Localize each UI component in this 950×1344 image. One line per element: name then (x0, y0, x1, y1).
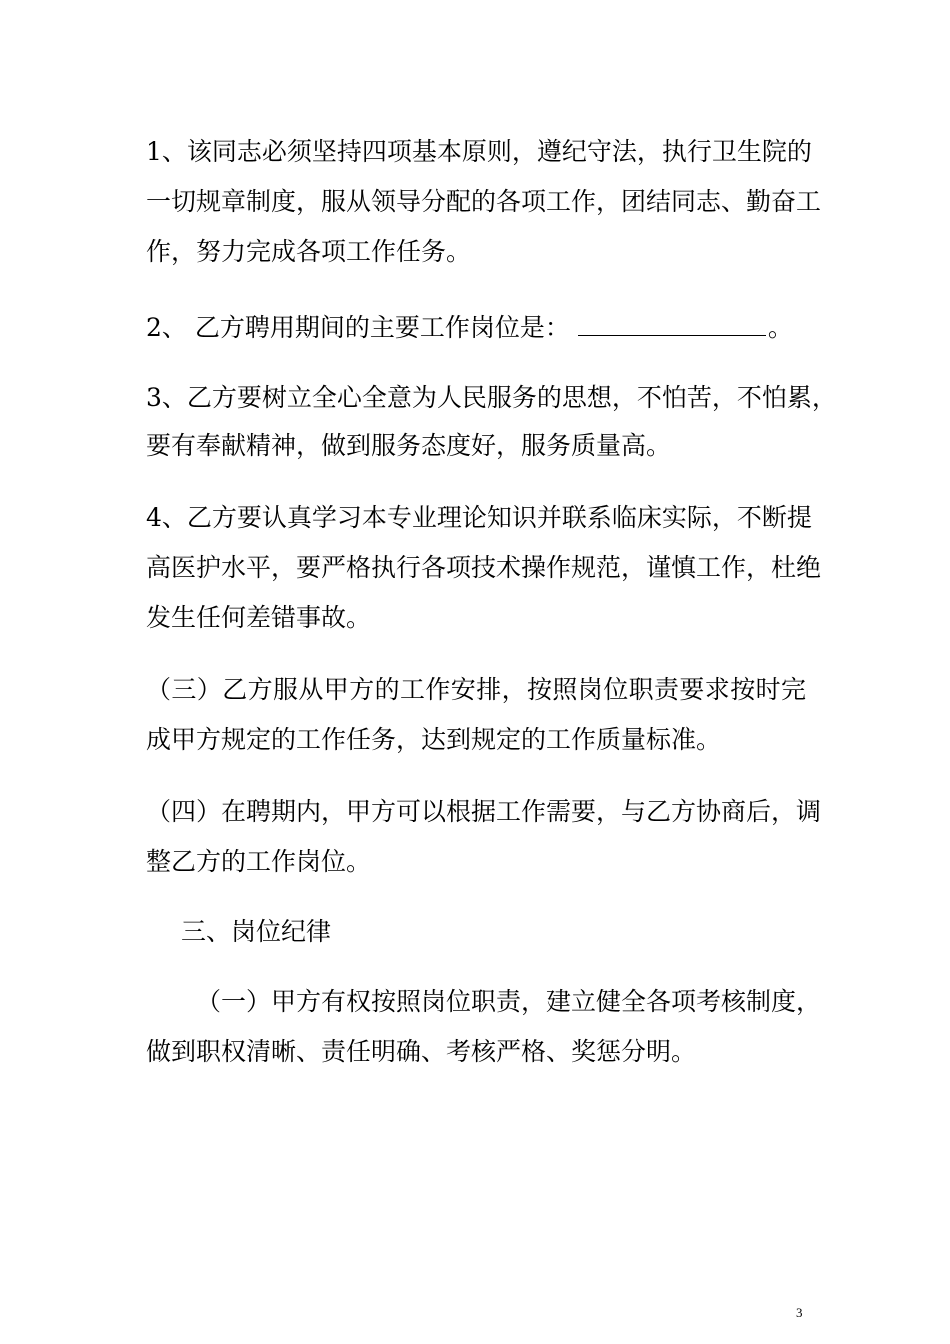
clause-1-line-1: 1、该同志必须坚持四项基本原则，遵纪守法，执行卫生院的 (146, 137, 812, 166)
discipline-1-line-1: （一）甲方有权按照岗位职责，建立健全各项考核制度， (196, 987, 822, 1016)
clause-2-line (146, 310, 806, 346)
discipline-1-line-2: 做到职权清晰、责任明确、考核严格、奖惩分明。 (146, 1037, 697, 1066)
clause-3-line-2: 要有奉献精神，做到服务态度好，服务质量高。 (146, 431, 672, 460)
section-4-line-1: （四）在聘期内，甲方可以根据工作需要，与乙方协商后，调 (146, 797, 822, 826)
clause-4-line-1: 4、乙方要认真学习本专业理论知识并联系临床实际，不断提 (146, 503, 812, 532)
heading-post-discipline: 三、岗位纪律 (181, 917, 332, 946)
clause-2-end-punct: 。 (767, 313, 793, 342)
clause-2-text: 2、 乙方聘用期间的主要工作岗位是： (146, 313, 570, 342)
clause-1-line-2: 一切规章制度，服从领导分配的各项工作，团结同志、勤奋工 (146, 187, 822, 216)
clause-4-line-2: 高医护水平，要严格执行各项技术操作规范，谨慎工作，杜绝 (146, 553, 822, 582)
section-3-line-1: （三）乙方服从甲方的工作安排，按照岗位职责要求按时完 (146, 675, 806, 704)
clause-1-line-3: 作，努力完成各项工作任务。 (146, 237, 472, 266)
section-3-line-2: 成甲方规定的工作任务，达到规定的工作质量标准。 (146, 725, 722, 754)
section-4-line-2: 整乙方的工作岗位。 (146, 847, 372, 876)
clause-4-line-3: 发生任何差错事故。 (146, 603, 372, 632)
clause-3-line-1: 3、乙方要树立全心全意为人民服务的思想，不怕苦，不怕累， (146, 383, 837, 412)
page-number: 3 (796, 1305, 803, 1320)
fill-in-blank-underline (578, 311, 766, 336)
